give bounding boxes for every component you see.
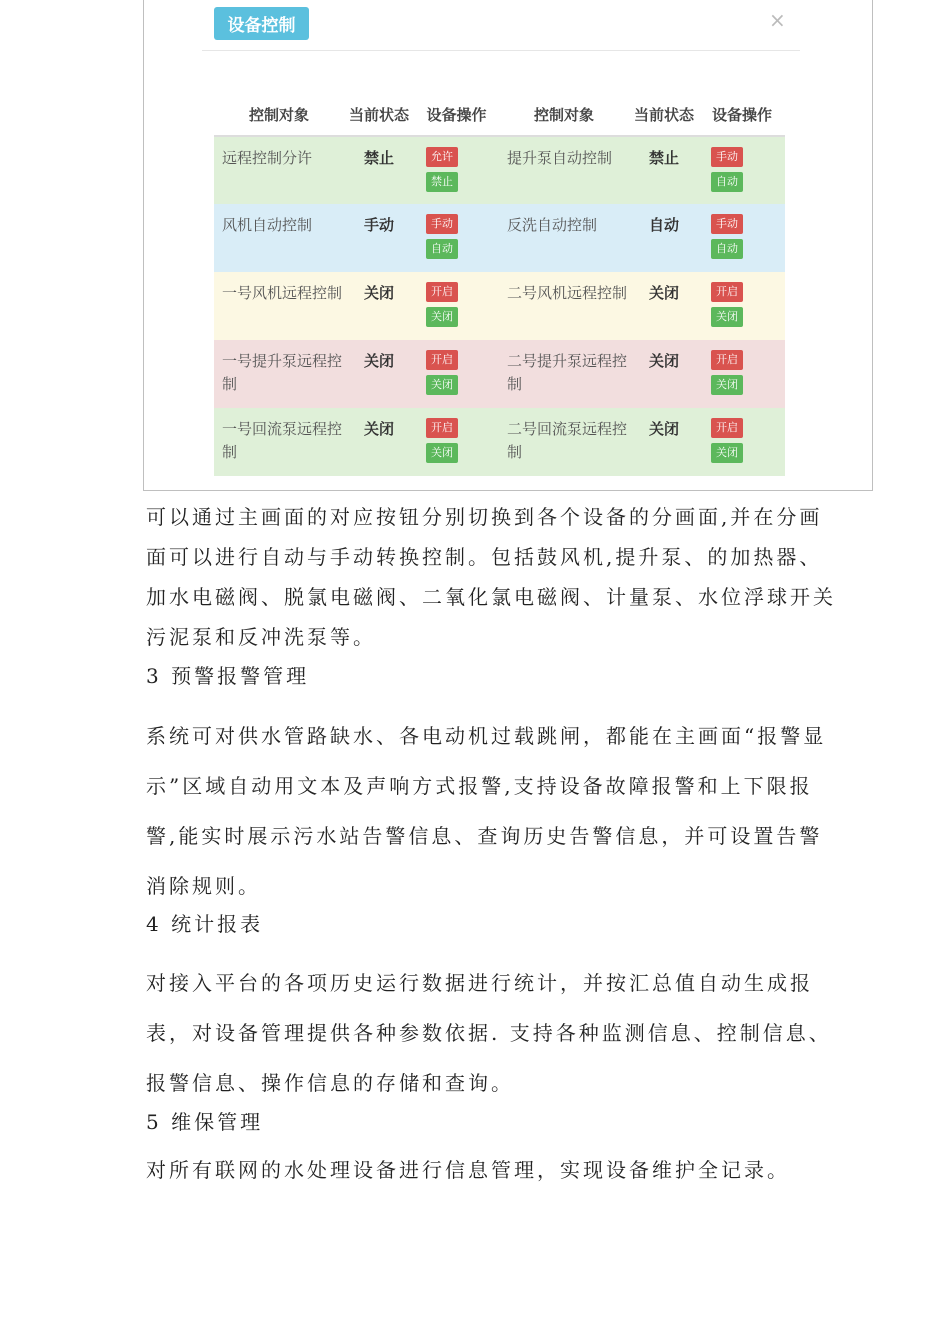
current-state: 禁止	[344, 136, 414, 204]
current-state: 禁止	[629, 136, 699, 204]
open-button[interactable]: 开启	[711, 350, 743, 370]
manual-button[interactable]: 手动	[426, 214, 458, 234]
control-object: 二号提升泵远程控制	[499, 340, 629, 408]
open-button[interactable]: 开启	[711, 418, 743, 438]
table-row	[214, 272, 785, 340]
open-button[interactable]: 开启	[426, 282, 458, 302]
paragraph-alarm: 系统可对供水管路缺水、各电动机过载跳闸，都能在主画面“报警显示”区域自动用文本及声响方式报警,支持设备故障报警和上下限报警,能实时展示污水站告警信息、查询历史告警信息，并可设置告警消除规则。	[146, 724, 827, 898]
divider	[202, 50, 800, 51]
operations	[414, 204, 499, 272]
operations	[699, 204, 785, 272]
close-button[interactable]: 关闭	[711, 307, 743, 327]
close-button[interactable]: 关闭	[426, 307, 458, 327]
device-control-screenshot	[143, 0, 873, 491]
heading-statistics-report: 4 统计报表	[146, 912, 264, 936]
close-button[interactable]: 关闭	[426, 443, 458, 463]
table-row	[214, 204, 785, 272]
paragraph-statistics: 对接入平台的各项历史运行数据进行统计，并按汇总值自动生成报表，对设备管理提供各种参数依据. 支持各种监测信息、控制信息、报警信息、操作信息的存储和查询。	[146, 971, 832, 1095]
operations	[699, 340, 785, 408]
control-object: 风机自动控制	[214, 204, 344, 272]
paragraph-sub-screens: 可以通过主画面的对应按钮分别切换到各个设备的分画面,并在分画面可以进行自动与手动转换控制。包括鼓风机,提升泵、的加热器、加水电磁阀、脱氯电磁阀、二氧化氯电磁阀、计量泵、水位浮球开关污泥泵和反冲洗泵等。	[146, 505, 836, 649]
manual-button[interactable]: 手动	[711, 147, 743, 167]
control-object: 二号回流泵远程控制	[499, 408, 629, 476]
auto-button[interactable]: 自动	[711, 172, 743, 192]
control-table	[214, 70, 785, 476]
operations	[414, 408, 499, 476]
close-icon[interactable]: ×	[769, 8, 786, 32]
table-row	[214, 408, 785, 476]
forbid-button[interactable]: 禁止	[426, 172, 458, 192]
table-row	[214, 136, 785, 204]
control-object: 二号风机远程控制	[499, 272, 629, 340]
operations	[699, 136, 785, 204]
operations	[414, 340, 499, 408]
current-state: 关闭	[629, 340, 699, 408]
control-object: 一号提升泵远程控制	[214, 340, 344, 408]
close-button[interactable]: 关闭	[426, 375, 458, 395]
control-object: 一号回流泵远程控制	[214, 408, 344, 476]
col-header: 控制对象	[499, 70, 629, 136]
open-button[interactable]: 开启	[426, 418, 458, 438]
control-object: 远程控制分许	[214, 136, 344, 204]
allow-button[interactable]: 允许	[426, 147, 458, 167]
operations	[699, 408, 785, 476]
current-state: 自动	[629, 204, 699, 272]
col-header: 当前状态	[344, 70, 414, 136]
manual-button[interactable]: 手动	[711, 214, 743, 234]
heading-alarm-management: 3 预警报警管理	[146, 664, 310, 688]
auto-button[interactable]: 自动	[711, 239, 743, 259]
paragraph-maintenance: 对所有联网的水处理设备进行信息管理，实现设备维护全记录。	[146, 1158, 790, 1182]
operations	[414, 272, 499, 340]
open-button[interactable]: 开启	[426, 350, 458, 370]
control-object: 提升泵自动控制	[499, 136, 629, 204]
current-state: 手动	[344, 204, 414, 272]
table-row	[214, 340, 785, 408]
col-header: 当前状态	[629, 70, 699, 136]
close-button[interactable]: 关闭	[711, 375, 743, 395]
auto-button[interactable]: 自动	[426, 239, 458, 259]
close-button[interactable]: 关闭	[711, 443, 743, 463]
control-object: 反洗自动控制	[499, 204, 629, 272]
operations	[414, 136, 499, 204]
current-state: 关闭	[344, 340, 414, 408]
panel-title: 设备控制	[214, 7, 309, 40]
current-state: 关闭	[344, 408, 414, 476]
current-state: 关闭	[629, 408, 699, 476]
col-header: 设备操作	[699, 70, 785, 136]
current-state: 关闭	[344, 272, 414, 340]
control-object: 一号风机远程控制	[214, 272, 344, 340]
col-header: 控制对象	[214, 70, 344, 136]
table-header-row	[214, 70, 785, 136]
operations	[699, 272, 785, 340]
current-state: 关闭	[629, 272, 699, 340]
heading-maintenance: 5 维保管理	[146, 1110, 264, 1134]
open-button[interactable]: 开启	[711, 282, 743, 302]
col-header: 设备操作	[414, 70, 499, 136]
